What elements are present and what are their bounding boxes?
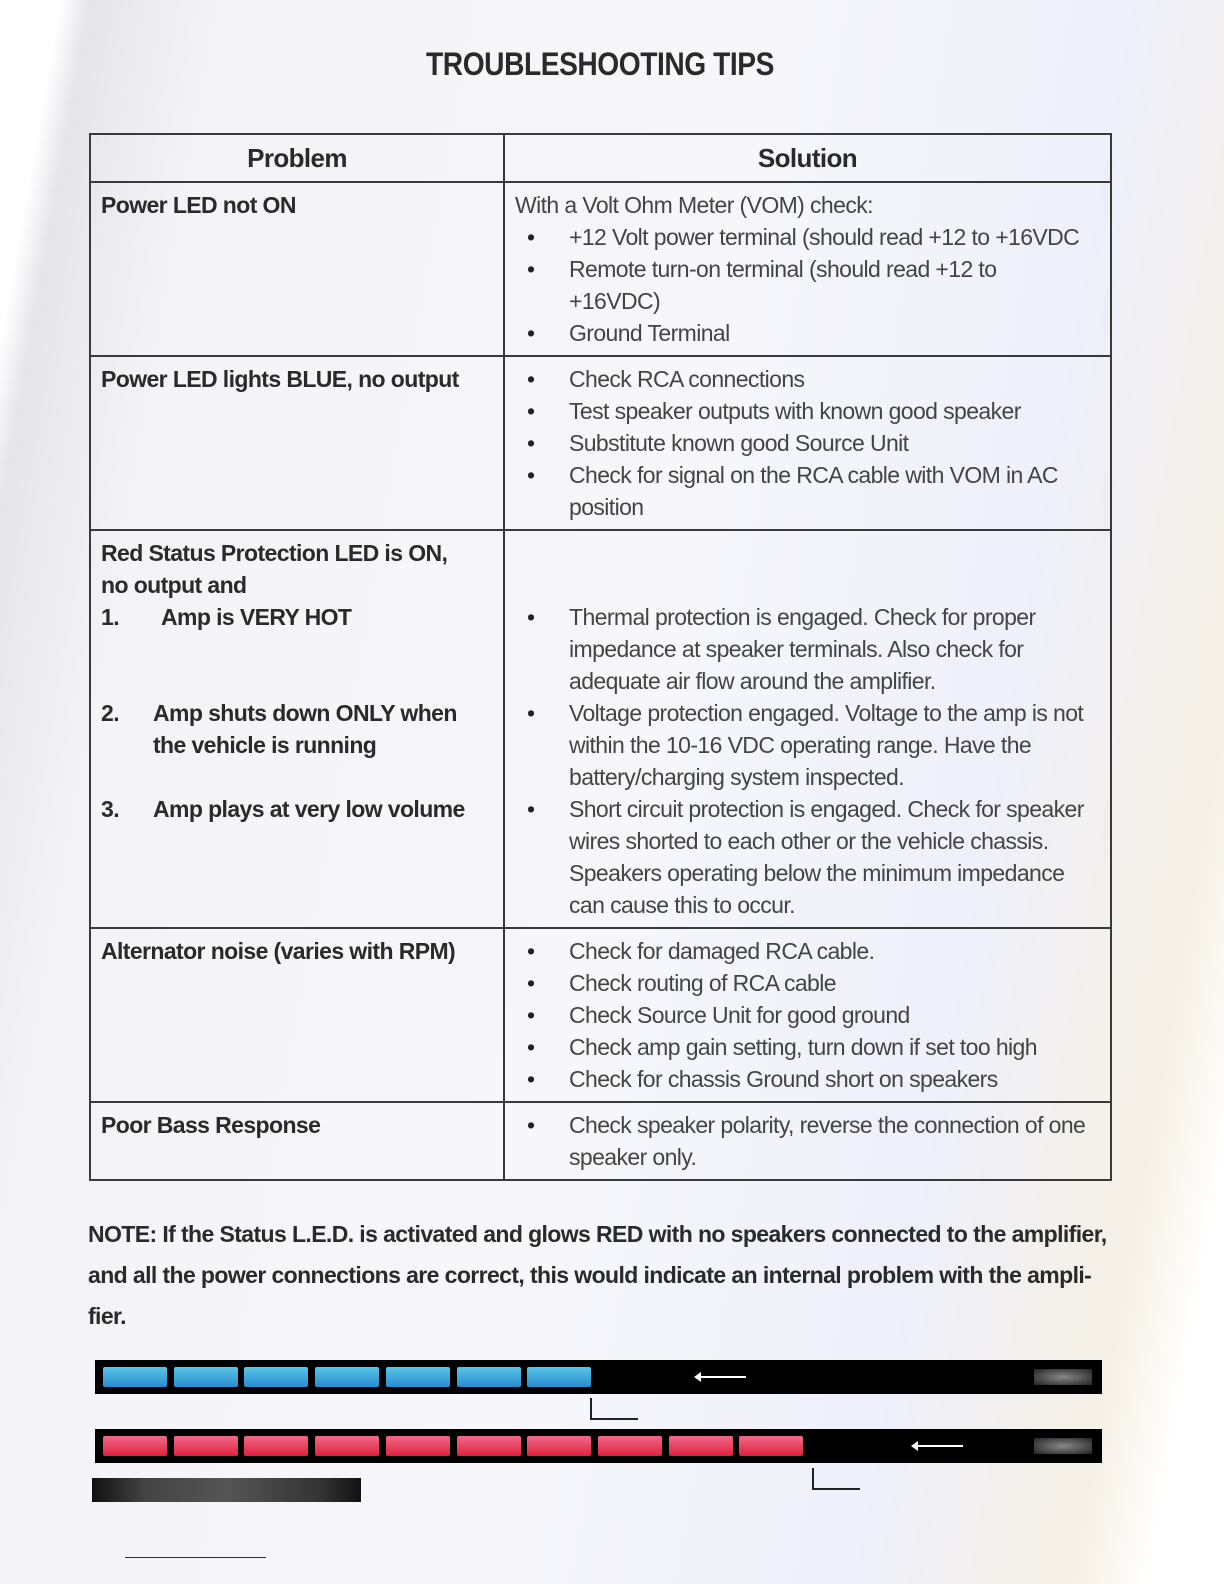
red-led-segment bbox=[103, 1436, 167, 1456]
red-led-segment bbox=[174, 1436, 238, 1456]
bracket-marker bbox=[812, 1468, 860, 1490]
solution-item: • Check amp gain setting, turn down if set too high bbox=[515, 1031, 1100, 1063]
solution-item: • Thermal protection is engaged. Check for proper impedance at speaker terminals. Also check for adequate air flow around the amplifier. bbox=[515, 601, 1100, 697]
table-row bbox=[90, 182, 1111, 356]
solution-intro: With a Volt Ohm Meter (VOM) check: bbox=[515, 192, 873, 218]
solution-item: • Remote turn-on terminal (should read +12 to +16VDC) bbox=[515, 253, 1100, 317]
solution-item: • Check speaker polarity, reverse the connection of one speaker only. bbox=[515, 1109, 1100, 1173]
solution-item: • Check routing of RCA cable bbox=[515, 967, 1100, 999]
arrow-left-icon bbox=[917, 1445, 963, 1447]
blue-led-segment bbox=[527, 1367, 591, 1387]
header-solution: Solution bbox=[504, 134, 1111, 182]
red-led-segment bbox=[244, 1436, 308, 1456]
blue-led-segment bbox=[386, 1367, 450, 1387]
arrow-left-icon bbox=[700, 1376, 746, 1378]
red-led-segment bbox=[386, 1436, 450, 1456]
solution-item: • Voltage protection engaged. Voltage to the amp is not within the 10-16 VDC operating range. Have the battery/charging system inspected. bbox=[515, 697, 1100, 793]
problem-cell: Power LED not ON bbox=[90, 182, 504, 356]
solution-cell bbox=[504, 928, 1111, 1102]
solution-item: • Short circuit protection is engaged. Check for speaker wires shorted to each other or the vehicle chassis. Speakers operating below the minimum impedance can cause this to occur. bbox=[515, 793, 1100, 921]
solution-item: • Check RCA connections bbox=[515, 363, 1100, 395]
blue-led-segment bbox=[244, 1367, 308, 1387]
solution-item: • Test speaker outputs with known good speaker bbox=[515, 395, 1100, 427]
blue-led-bar bbox=[95, 1360, 1102, 1394]
sub-problem: 1. Amp is VERY HOT bbox=[101, 604, 352, 630]
red-led-segment bbox=[669, 1436, 733, 1456]
troubleshooting-table bbox=[89, 133, 1112, 1181]
solution-item: • Ground Terminal bbox=[515, 317, 1100, 349]
solution-item: • Substitute known good Source Unit bbox=[515, 427, 1100, 459]
red-led-segment bbox=[598, 1436, 662, 1456]
red-led-bar bbox=[95, 1429, 1102, 1463]
table-row bbox=[90, 530, 1111, 928]
problem-cell: Alternator noise (varies with RPM) bbox=[90, 928, 504, 1102]
red-led-segment bbox=[739, 1436, 803, 1456]
solution-cell bbox=[504, 182, 1111, 356]
bracket-marker bbox=[590, 1398, 638, 1420]
solution-item: • Check for signal on the RCA cable with VOM in AC position bbox=[515, 459, 1100, 523]
red-led-segment bbox=[457, 1436, 521, 1456]
sub-problem: 2. Amp shuts down ONLY when the vehicle is running bbox=[101, 700, 457, 758]
red-led-segment bbox=[527, 1436, 591, 1456]
note-text: NOTE: If the Status L.E.D. is activated and glows RED with no speakers connected to the amplifier, and all the power connections are correct, this would indicate an internal problem with the ampli-fier. bbox=[88, 1221, 1107, 1329]
blue-led-segment bbox=[315, 1367, 379, 1387]
page-title: TROUBLESHOOTING TIPS bbox=[426, 46, 774, 82]
problem-heading: Red Status Protection LED is ON, no output and bbox=[101, 540, 448, 598]
red-led-segment bbox=[315, 1436, 379, 1456]
solution-cell bbox=[504, 356, 1111, 530]
problem-cell: Power LED lights BLUE, no output bbox=[90, 356, 504, 530]
table-row bbox=[90, 1102, 1111, 1180]
sub-problem: 3. Amp plays at very low volume bbox=[101, 796, 465, 822]
solution-item: • Check for damaged RCA cable. bbox=[515, 935, 1100, 967]
blue-led-segment bbox=[457, 1367, 521, 1387]
problem-cell bbox=[90, 530, 504, 928]
blue-led-segment bbox=[174, 1367, 238, 1387]
solution-item: • Check Source Unit for good ground bbox=[515, 999, 1100, 1031]
gray-indicator bbox=[1034, 1369, 1092, 1385]
table-row bbox=[90, 356, 1111, 530]
table-row bbox=[90, 928, 1111, 1102]
link-underline[interactable] bbox=[125, 1557, 266, 1558]
solution-item: • Check for chassis Ground short on speakers bbox=[515, 1063, 1100, 1095]
blue-led-segment bbox=[103, 1367, 167, 1387]
solution-cell bbox=[504, 530, 1111, 928]
dark-bar bbox=[92, 1478, 361, 1502]
table-header-row bbox=[90, 134, 1111, 182]
header-problem: Problem bbox=[90, 134, 504, 182]
gray-indicator bbox=[1034, 1438, 1092, 1454]
solution-item: • +12 Volt power terminal (should read +12 to +16VDC bbox=[515, 221, 1100, 253]
problem-cell: Poor Bass Response bbox=[90, 1102, 504, 1180]
solution-cell bbox=[504, 1102, 1111, 1180]
